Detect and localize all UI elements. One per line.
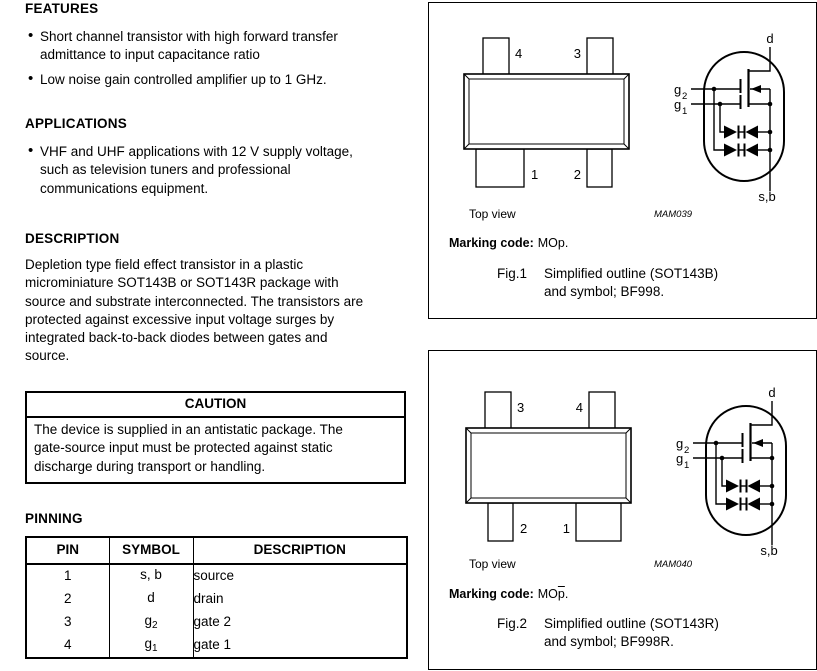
gate1-label: g (674, 97, 682, 112)
drain-label: d (766, 31, 774, 46)
figure-caption-text (544, 265, 718, 301)
marking-code-value: p (557, 236, 565, 250)
column-header: SYMBOL (109, 537, 193, 564)
marking-code-value: MO (537, 587, 558, 601)
pin-cell: 4 (63, 637, 72, 653)
description-cell: gate 2 (193, 611, 407, 634)
source-bulk-label: s,b (760, 543, 778, 558)
table-row (26, 634, 407, 658)
symbol-text: d (147, 590, 155, 606)
marking-code-line (449, 234, 568, 252)
pin-number-label: 4 (575, 400, 583, 415)
top-view-label: Top view (469, 207, 516, 221)
transistor-symbol (693, 401, 786, 545)
symbol-cell (109, 611, 193, 634)
figure-caption-text (544, 615, 719, 651)
gate1-subscript: 1 (682, 106, 688, 117)
figure-1-box (428, 2, 817, 319)
pin-number-label: 3 (517, 400, 525, 415)
gate1-label: g (676, 451, 684, 466)
marking-code-label: Marking code: (449, 236, 534, 250)
top-view-label: Top view (469, 557, 516, 571)
pin-cell: 1 (63, 568, 72, 584)
table-row (26, 588, 407, 611)
gate2-subscript: 2 (682, 91, 688, 102)
package-outline (464, 38, 629, 187)
pin-number-label: 3 (573, 46, 581, 61)
description-cell: source (193, 564, 407, 588)
symbol-text: g (144, 613, 152, 629)
caution-text: The device is supplied in an antistatic package. The gate-source input must be protected against static discharge during transport or handling. (34, 422, 343, 474)
caption-line: Simplified outline (SOT143B) (544, 266, 719, 281)
pinning-heading: PINNING (25, 511, 83, 526)
figure-2-caption (497, 615, 719, 651)
pin-number-label: 1 (562, 521, 570, 536)
pin-number-label: 2 (520, 521, 528, 536)
symbol-cell (109, 564, 193, 588)
description-paragraph: Depletion type field effect transistor in a plastic microminiature SOT143B or SOT143R package with source and substrate interconnected. The transistors are protected against excessive input voltage surges by integrated back-to-back diodes between gates and source. (25, 257, 364, 364)
table-header-row (26, 537, 407, 564)
list-item: • Low noise gain controlled amplifier up to 1 GHz. (28, 71, 400, 89)
figure-2-box (428, 350, 817, 670)
pin-cell: 2 (63, 591, 72, 607)
figure-number: Fig.1 (497, 266, 528, 281)
applications-heading: APPLICATIONS (25, 116, 127, 131)
pin-number-label: 2 (573, 167, 581, 182)
gate2-label: g (674, 82, 682, 97)
gate2-subscript: 2 (684, 445, 690, 456)
package-outline (466, 392, 631, 541)
table-row (26, 611, 407, 634)
gate1-subscript: 1 (684, 460, 690, 471)
drain-label: d (768, 385, 776, 400)
caution-heading: CAUTION (27, 393, 404, 418)
symbol-subscript: 1 (151, 643, 158, 655)
marking-code-value: . (564, 587, 569, 601)
features-heading: FEATURES (25, 1, 99, 16)
caption-line: Simplified outline (SOT143R) (544, 616, 719, 631)
marking-code-value: MO (537, 236, 558, 250)
description-heading: DESCRIPTION (25, 231, 120, 246)
symbol-subscript: 2 (151, 620, 158, 632)
description-cell: drain (193, 588, 407, 611)
pin-cell: 3 (63, 614, 72, 630)
symbol-text: g (144, 636, 152, 652)
figure-number: Fig.2 (497, 616, 528, 631)
caption-line: and symbol; BF998R. (544, 634, 674, 649)
marking-code-label: Marking code: (449, 587, 534, 601)
drawing-code-label: MAM039 (654, 209, 693, 220)
source-bulk-label: s,b (758, 189, 776, 204)
symbol-cell (109, 588, 193, 611)
caption-line: and symbol; BF998. (544, 284, 665, 299)
gate2-label: g (676, 436, 684, 451)
drawing-code-label: MAM040 (654, 559, 693, 570)
caution-box (25, 391, 406, 484)
table-row (26, 564, 407, 588)
pin-number-label: 4 (515, 46, 523, 61)
marking-code-line (449, 585, 568, 603)
marking-code-value-overlined: $\overline{p}$ (557, 587, 565, 601)
list-item: • VHF and UHF applications with 12 V supply voltage, such as television tuners and professional communications equipment. (28, 143, 406, 198)
column-header: DESCRIPTION (193, 537, 407, 564)
description-cell: gate 1 (193, 634, 407, 658)
marking-code-value: . (564, 236, 569, 250)
symbol-text: s, b (140, 567, 162, 583)
pin-number-label: 1 (531, 167, 539, 182)
column-header: PIN (26, 537, 109, 564)
features-list (28, 28, 400, 95)
list-item: • Short channel transistor with high forward transfer admittance to input capacitance ratio (28, 28, 400, 65)
applications-list (28, 143, 406, 204)
transistor-symbol (691, 47, 784, 191)
pinning-table (25, 536, 408, 659)
symbol-cell (109, 634, 193, 658)
figure-1-caption (497, 265, 718, 301)
